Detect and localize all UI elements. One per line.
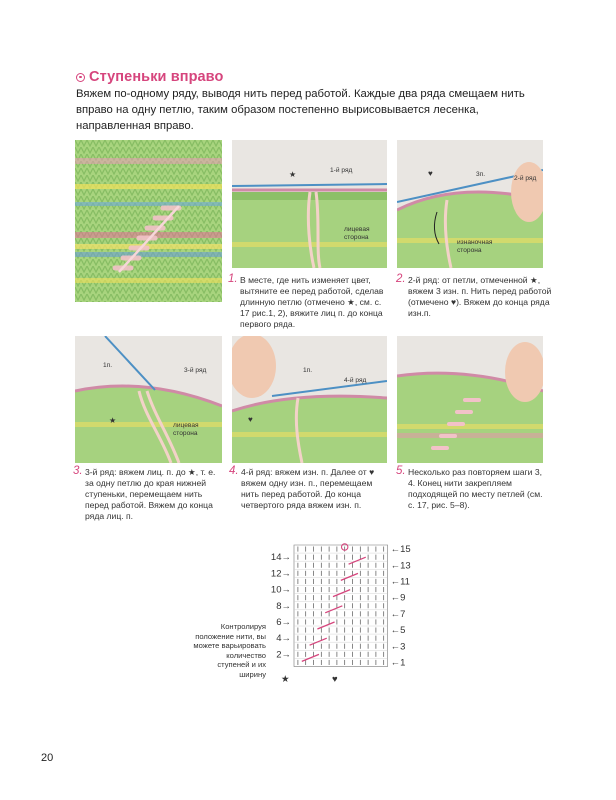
chart-yarn-line bbox=[333, 590, 350, 597]
step-3-text: 3-й ряд: вяжем лиц. п. до ★, т. е. за одну петлю до края нижней ступеньки, перемещаем нить перед работой. Вяжем до конца ряда лиц. п. bbox=[85, 467, 216, 521]
step-2-heart: ♥ bbox=[428, 169, 433, 178]
step-2-text: 2-й ряд: от петли, отмеченной ★, вяжем 3 изн. п. Нить перед работой (отмечено ♥). Вяжем до конца ряда изн.п. bbox=[408, 275, 552, 318]
step-3-number: 3. bbox=[73, 465, 83, 477]
chart-row-label-left: 6→ bbox=[276, 617, 291, 628]
step-2-caption bbox=[396, 275, 552, 319]
step-4-label-count: 1п. bbox=[303, 367, 313, 374]
chart-yarn-end bbox=[342, 544, 348, 550]
section-heading bbox=[76, 69, 223, 85]
swatch-photo bbox=[75, 140, 222, 302]
step-5-number: 5. bbox=[396, 465, 406, 477]
step-1-label-row: 1-й ряд bbox=[330, 167, 353, 174]
chart-left-row-labels bbox=[271, 552, 291, 660]
step-5-text: Несколько раз повторяем шаги 3, 4. Конец нити закрепляем подходящей по месту петлей (см. с. 17, рис. 5–8). bbox=[408, 467, 543, 510]
chart-yarn-line bbox=[317, 622, 334, 629]
chart-border bbox=[294, 545, 388, 667]
chart-heart-icon: ♥ bbox=[332, 674, 338, 685]
step-4-label-row: 4-й ряд bbox=[344, 377, 367, 384]
chart-row-label-left: 12→ bbox=[270, 568, 291, 580]
chart-right-row-labels bbox=[391, 544, 411, 668]
step-2-photo bbox=[397, 140, 543, 268]
chart-row-label-left: 4→ bbox=[276, 633, 291, 645]
step-3-label-side: лицевая сторона bbox=[173, 422, 199, 437]
page-number: 20 bbox=[41, 752, 54, 764]
chart-yarn-line bbox=[325, 606, 342, 613]
chart-yarn-line bbox=[349, 557, 366, 564]
step-2-label-count: 3п. bbox=[476, 171, 486, 178]
chart-row-label-left: 10→ bbox=[270, 584, 291, 596]
chart-yarn-line bbox=[302, 654, 319, 661]
step-1-number: 1. bbox=[228, 273, 238, 285]
step-3-photo bbox=[75, 336, 222, 463]
chart-row-label-left: 8→ bbox=[276, 600, 291, 612]
chart-row-label-right: ←13 bbox=[390, 560, 411, 572]
step-2-label-side: изнаночная сторона bbox=[457, 239, 493, 254]
step-5-caption bbox=[396, 467, 546, 511]
step-3-label-row: 3-й ряд bbox=[184, 367, 207, 374]
chart-row-label-right: ←9 bbox=[390, 592, 406, 604]
step-1-caption bbox=[228, 275, 388, 330]
chart-row-label-right: ←7 bbox=[390, 608, 406, 620]
intro-paragraph: Вяжем по-одному ряду, выводя нить перед работой. Каждые два ряда смещаем нить вправо на одну петлю, таким образом постепенно вырисовывается лесенка, направленная вправо. bbox=[76, 88, 525, 132]
chart-note: Контролируя положение нити, вы можете варьировать количество ступеней и их ширину bbox=[193, 622, 266, 679]
chart-row-label-left: 14→ bbox=[270, 552, 291, 564]
chart-row-label-right: ←1 bbox=[390, 657, 406, 669]
step-2-number: 2. bbox=[396, 273, 406, 285]
step-3-label-count: 1п. bbox=[103, 362, 113, 369]
step-1-star: ★ bbox=[289, 170, 297, 179]
step-1-photo bbox=[232, 140, 387, 268]
chart-star-icon: ★ bbox=[281, 674, 290, 685]
step-4-caption bbox=[229, 467, 379, 511]
step-4-heart: ♥ bbox=[248, 415, 253, 424]
chart-row-label-right: ←3 bbox=[390, 641, 406, 653]
chart-row-label-left: 2→ bbox=[276, 649, 291, 661]
chart-stitch-lines bbox=[302, 544, 366, 662]
step-1-text: В месте, где нить изменяет цвет, вытяните ее перед работой, сделав длинную петлю (отмечено ★, см. с. 17 рис.1, 2), вяжите лиц п. до конца первого ряда. bbox=[240, 275, 384, 329]
step-3-star: ★ bbox=[109, 416, 117, 425]
step-5-photo bbox=[397, 336, 543, 463]
step-4-photo bbox=[232, 336, 387, 463]
chart-yarn-line bbox=[341, 573, 358, 580]
chart-grid bbox=[294, 545, 388, 667]
chart-yarn-line bbox=[310, 638, 327, 645]
step-4-text: 4-й ряд: вяжем изн. п. Далее от ♥ вяжем одну изн. п., перемещаем нить перед работой. До конца четвертого ряда вяжем изн. п. bbox=[241, 467, 375, 510]
chart-row-label-right: ←11 bbox=[390, 576, 410, 588]
chart-row-label-right: ←5 bbox=[390, 625, 406, 637]
chart-row-label-right: ←15 bbox=[390, 544, 411, 556]
bullet-icon bbox=[76, 73, 85, 82]
step-4-number: 4. bbox=[229, 465, 239, 477]
step-1-label-side: лицевая сторона bbox=[344, 226, 370, 241]
step-2-label-row: 2-й ряд bbox=[514, 175, 537, 182]
page-title: Ступеньки вправо bbox=[89, 69, 224, 85]
step-3-caption bbox=[73, 467, 225, 522]
